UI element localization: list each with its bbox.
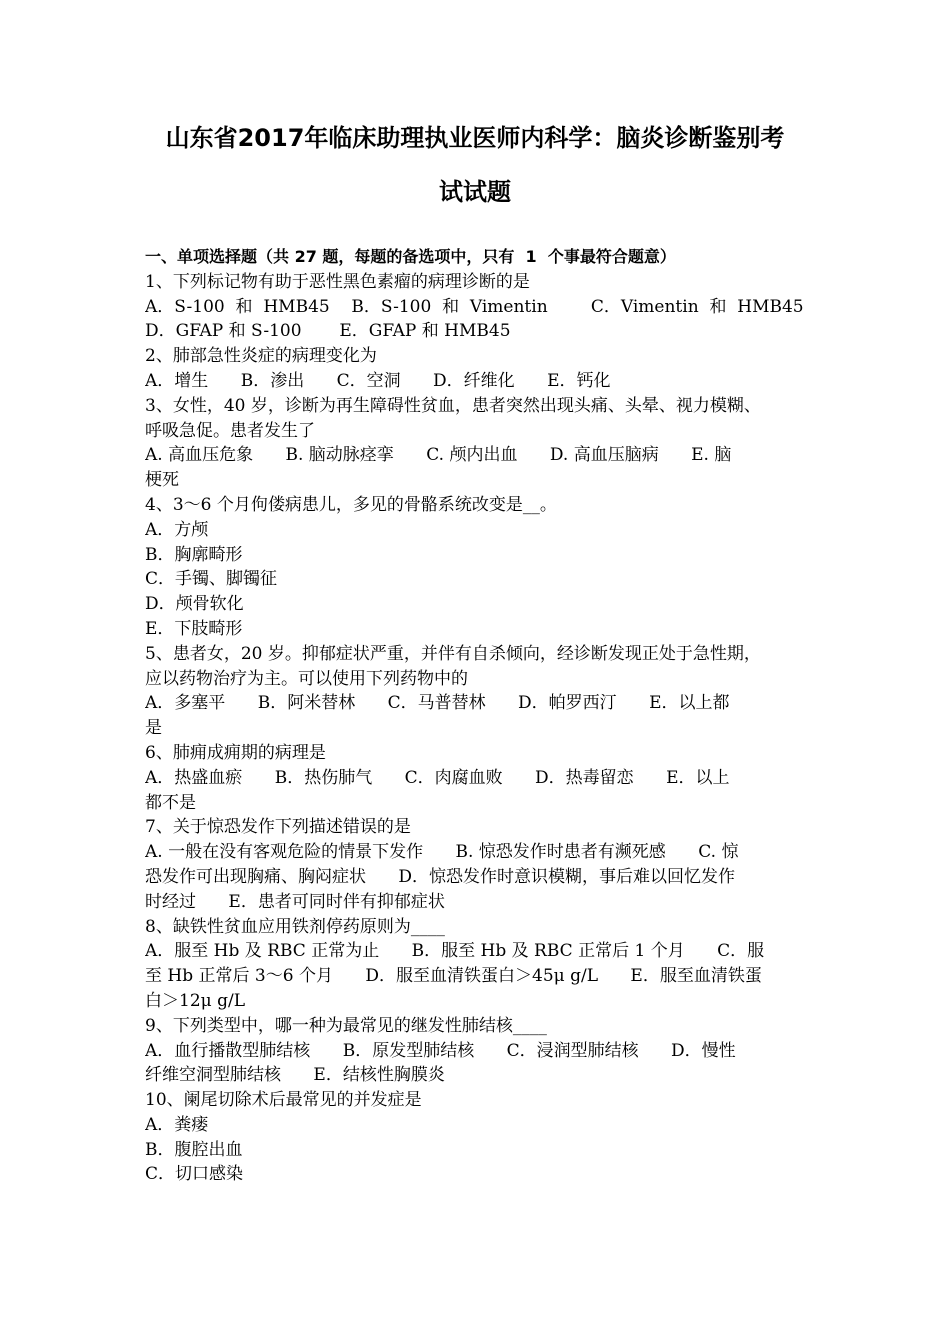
document-line: 10、阑尾切除术后最常见的并发症是 xyxy=(145,1090,422,1111)
document-line: A．S-100 和 HMB45 B．S-100 和 Vimentin C．Vimentin 和 HMB45 xyxy=(145,296,804,317)
document-line: A．血行播散型肺结核 B．原发型肺结核 C．浸润型肺结核 D．慢性 xyxy=(145,1040,736,1061)
document-line: A．增生 B．渗出 C．空洞 D．纤维化 E．钙化 xyxy=(145,370,611,391)
document-line: E．下肢畸形 xyxy=(145,618,243,639)
document-line: C．手镯、脚镯征 xyxy=(145,569,278,590)
document-line: 1、下列标记物有助于恶性黑色素瘤的病理诊断的是 xyxy=(145,271,530,292)
document-line: 9、下列类型中，哪一种为最常见的继发性肺结核____ xyxy=(145,1015,547,1036)
document-line: A．多塞平 B．阿米替林 C．马普替林 D．帕罗西汀 E．以上都 xyxy=(145,693,730,714)
question-list xyxy=(145,270,810,1187)
document-line: 4、3～6 个月佝偻病患儿，多见的骨骼系统改变是__。 xyxy=(145,494,557,515)
document-line: B．胸廓畸形 xyxy=(145,544,243,565)
document-line: 3、女性，40 岁，诊断为再生障碍性贫血，患者突然出现头痛、头晕、视力模糊、 xyxy=(145,395,761,416)
document-line: A．方颅 xyxy=(145,519,209,540)
document-title: 山东省2017年临床助理执业医师内科学：脑炎诊断鉴别考 xyxy=(165,124,785,152)
document-line: 至 Hb 正常后 3～6 个月 D．服至血清铁蛋白＞45μ g/L E．服至血清铁蛋 xyxy=(145,966,762,987)
document-line: C．切口感染 xyxy=(145,1164,244,1185)
document-line: D．GFAP 和 S-100 E．GFAP 和 HMB45 xyxy=(145,321,511,342)
document-line: A．服至 Hb 及 RBC 正常为止 B．服至 Hb 及 RBC 正常后 1 个月 C．服 xyxy=(145,941,765,962)
document-line: 恐发作可出现胸痛、胸闷症状 D．惊恐发作时意识模糊，事后难以回忆发作 xyxy=(145,866,736,887)
document-line: 7、关于惊恐发作下列描述错误的是 xyxy=(145,817,411,838)
document-line: 8、缺铁性贫血应用铁剂停药原则为____ xyxy=(145,916,445,937)
document-line: 6、肺痈成痈期的病理是 xyxy=(145,742,326,763)
document-line: A．热盛血瘀 B．热伤肺气 C．肉腐血败 D．热毒留恋 E．以上 xyxy=(145,767,730,788)
document-line: 应以药物治疗为主。可以使用下列药物中的 xyxy=(145,668,468,689)
document-line: 呼吸急促。患者发生了 xyxy=(145,420,315,441)
document-title-continued: 试试题 xyxy=(439,178,511,206)
section-heading: 一、单项选择题（共 27 题，每题的备选项中，只有 1 个事最符合题意） xyxy=(145,247,676,266)
document-line: 梗死 xyxy=(145,470,179,491)
document-line: 5、患者女，20 岁。抑郁症状严重，并伴有自杀倾向，经诊断发现正处于急性期， xyxy=(145,643,761,664)
document-line: 白＞12μ g/L xyxy=(145,990,245,1011)
document-line: A. 高血压危象 B. 脑动脉痉挛 C. 颅内出血 D. 高血压脑病 E. 脑 xyxy=(145,445,732,466)
document-body xyxy=(145,245,810,1187)
document-line: A. 一般在没有客观危险的情景下发作 B. 惊恐发作时患者有濒死感 C. 惊 xyxy=(145,842,739,863)
document-line: D．颅骨软化 xyxy=(145,594,244,615)
document-line: 时经过 E．患者可同时伴有抑郁症状 xyxy=(145,891,445,912)
document-line: 是 xyxy=(145,718,162,739)
document-line: B．腹腔出血 xyxy=(145,1139,243,1160)
document-line: A．粪瘘 xyxy=(145,1114,209,1135)
document-line: 都不是 xyxy=(145,792,196,813)
document-line: 纤维空洞型肺结核 E．结核性胸膜炎 xyxy=(145,1065,445,1086)
document-line: 2、肺部急性炎症的病理变化为 xyxy=(145,346,377,367)
